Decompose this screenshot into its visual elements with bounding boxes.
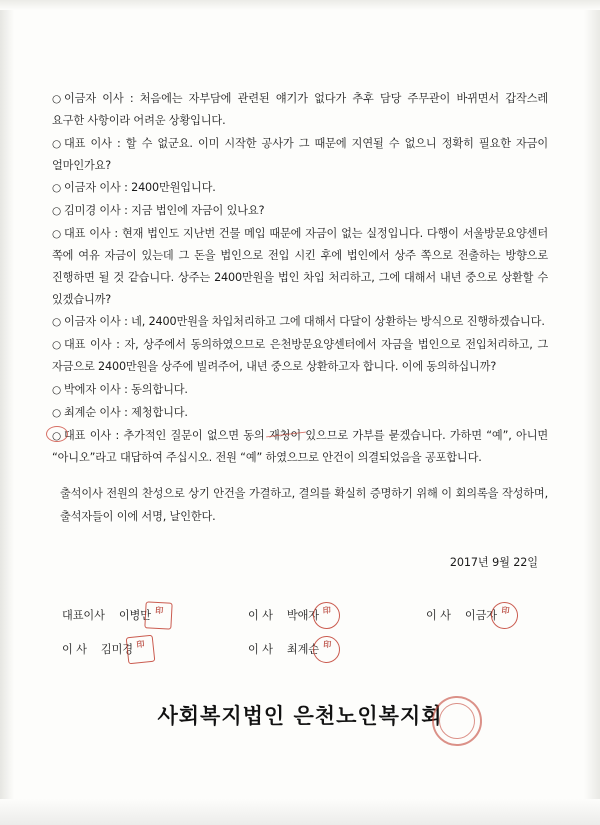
minutes-paragraph	[52, 425, 548, 469]
signer-name: 최계순	[286, 643, 319, 657]
speaker-label: 이금자 이사 :	[64, 315, 132, 329]
speaker-label: 대표 이사 :	[64, 338, 125, 352]
seal-text: 印	[501, 604, 510, 616]
speech-text: 지금 법인에 자금이 있나요?	[131, 204, 265, 218]
bullet-marker: ○	[52, 429, 62, 442]
signature-entry	[62, 602, 248, 629]
bullet-marker: ○	[52, 383, 62, 396]
section-gap	[52, 469, 548, 483]
minutes-paragraph	[52, 177, 548, 199]
signature-row	[62, 598, 548, 632]
speaker-label: 대표 이사 :	[64, 136, 126, 150]
red-seal-stamp-icon	[312, 635, 340, 663]
speaker-label: 대표 이사 :	[64, 428, 124, 442]
signature-entry	[248, 602, 426, 629]
bullet-marker: ○	[52, 93, 62, 105]
bullet-marker: ○	[52, 182, 62, 195]
document-body	[52, 88, 548, 666]
minutes-paragraph	[52, 311, 548, 333]
organization-name: 사회복지법인 은천노인복지회	[157, 703, 443, 728]
minutes-paragraph	[52, 223, 548, 310]
signature-entry	[248, 636, 426, 663]
bullet-marker: ○	[52, 339, 62, 352]
speech-text: 현재 법인도 지난번 건물 메입 때문에 자금이 없는 실정입니다. 다행이 서울방문요양센터 쪽에 여유 자금이 있는데 그 돈을 법인으로 전입 시킨 후에 법인에서 상주 쪽으로 전출하는 방향으로 진행하면 될 것 같습니다. 상주는 2400만원을 법인 차입 처리하고, 그에 대해서 내년 중으로 상환할 수 있겠습니까?	[52, 227, 548, 306]
speech-text: 제청합니다.	[131, 405, 188, 419]
bullet-marker: ○	[52, 406, 62, 419]
minutes-paragraph	[52, 334, 548, 378]
red-seal-stamp-icon	[144, 601, 172, 629]
signer-name: 김미경	[100, 643, 133, 657]
speaker-label: 이금자 이사 :	[64, 181, 132, 195]
signer-title: 이 사	[426, 609, 451, 623]
minutes-paragraph	[52, 379, 548, 401]
signer-name: 박애자	[286, 609, 319, 623]
signer-title: 이 사	[248, 643, 273, 657]
speaker-label: 김미경 이사 :	[64, 204, 132, 218]
minutes-paragraph	[52, 88, 548, 132]
minutes-paragraph	[52, 402, 548, 424]
red-seal-stamp-icon	[126, 634, 156, 664]
speech-text: 추가적인 질문이 없으면 동의 재청이 있으므로 가부를 묻겠습니다. 가하면 “예”, 아니면 “아니오”라고 대답하여 주십시오. 전원 “예” 하였으므로 안건이 의결되었음을 공포합니다.	[52, 428, 549, 464]
speech-text: 자, 상주에서 동의하였으므로 은천방문요양센터에서 자금을 법인으로 전입처리하고, 그 자금으로 2400만원을 상주에 빌려주어, 내년 중으로 상환하고자 합니다. 이에 동의하십니까?	[52, 338, 548, 374]
speaker-label: 이금자 이사 :	[64, 92, 140, 105]
seal-text: 印	[323, 638, 331, 649]
bullet-marker: ○	[52, 205, 62, 218]
signature-row	[62, 632, 548, 666]
speaker-label: 최계순 이사 :	[64, 405, 132, 419]
signer-name: 이금자	[464, 609, 497, 623]
seal-text: 印	[154, 604, 163, 615]
seal-text: 印	[322, 604, 330, 615]
signature-entry	[426, 602, 546, 629]
speaker-label: 대표 이사 :	[64, 227, 122, 241]
speech-text: 2400만원입니다.	[131, 181, 216, 195]
signer-title: 이 사	[62, 643, 87, 657]
seal-text: 印	[135, 638, 144, 650]
signature-entry	[62, 636, 248, 663]
red-seal-stamp-icon	[490, 600, 520, 630]
signer-name: 이병만	[118, 609, 151, 623]
speech-text: 할 수 없군요. 이미 시작한 공사가 그 때문에 지연될 수 없으니 정확히 필요한 자금이 얼마인가요?	[52, 136, 549, 172]
signer-title: 이 사	[248, 609, 273, 623]
speech-text: 동의합니다.	[131, 382, 188, 396]
bullet-marker: ○	[52, 228, 62, 241]
scan-edge-top	[0, 0, 600, 10]
document-date: 2017년 9월 22일	[449, 556, 538, 570]
speech-text: 처음에는 자부담에 관련된 얘기가 없다가 추후 담당 주무관이 바뀌면서 갑작스레 요구한 사항이라 어려운 상황입니다.	[52, 92, 549, 127]
minutes-paragraph	[52, 200, 548, 222]
signer-title: 대표이사	[62, 609, 105, 623]
speech-text: 네, 2400만원을 차입처리하고 그에 대해서 다달이 상환하는 방식으로 진행하겠습니다.	[131, 315, 545, 329]
minutes-paragraph	[52, 133, 548, 177]
signature-block	[52, 598, 548, 666]
closing-statement: 출석이사 전원의 찬성으로 상기 안건을 가결하고, 결의를 확실히 증명하기 위해 이 회의록을 작성하며, 출석자들이 이에 서명, 날인한다.	[60, 487, 548, 523]
scan-edge-bottom	[0, 799, 600, 825]
red-seal-stamp-icon	[313, 601, 341, 629]
bullet-marker: ○	[52, 137, 62, 150]
bullet-marker: ○	[52, 316, 62, 329]
speaker-label: 박에자 이사 :	[64, 382, 132, 396]
